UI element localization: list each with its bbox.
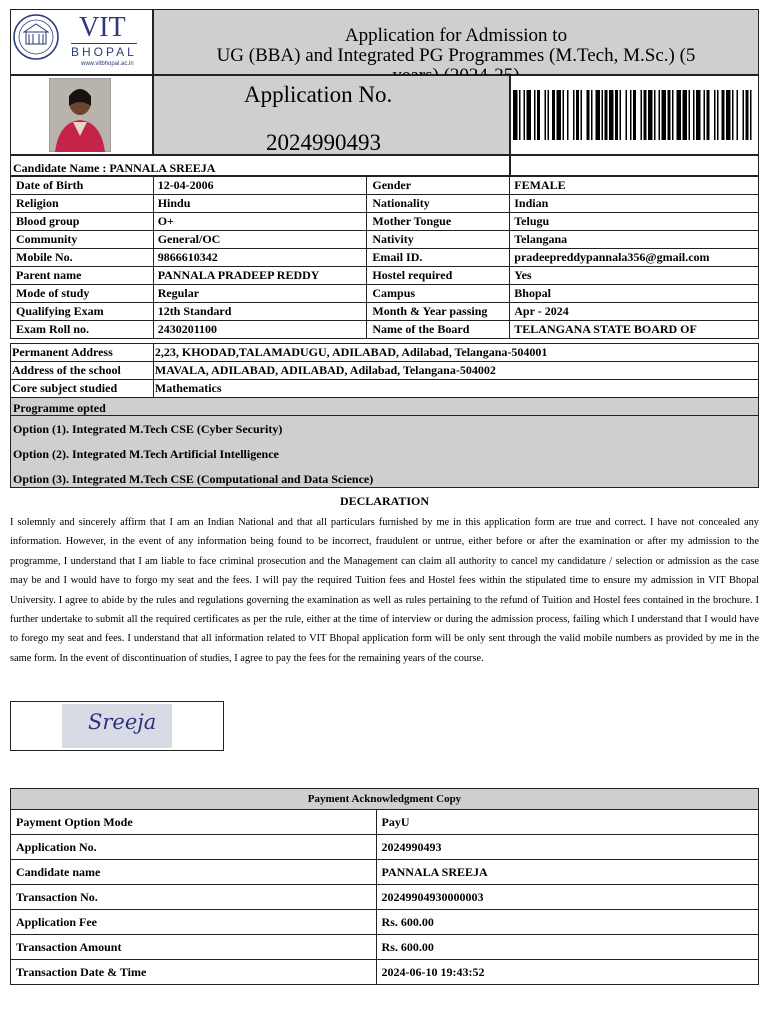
detail-label: Mode of study — [11, 285, 154, 303]
address-row — [11, 362, 759, 380]
barcode-bar — [620, 90, 622, 140]
barcode-bar — [722, 90, 725, 140]
barcode-bar — [615, 90, 618, 140]
detail-label: Community — [11, 231, 154, 249]
barcode-bar — [732, 90, 734, 140]
barcode-bar — [677, 90, 682, 140]
barcode-bar — [746, 90, 749, 140]
application-number-cell — [153, 75, 510, 155]
barcode-bar — [696, 90, 701, 140]
declaration-text: I solemnly and sincerely affirm that I am an Indian National and that all particulars furnished by me in this application form are true and correct. I have not concealed any information. However, in the event of any information being found to be incorrect, fraudulent or untrue, either before or after the examination or after my admission to the programme, I understand that I am liable to face criminal prosecution and the Management can claim all authority to cancel my candidature / selection or admission as the case may be and I would have to forgo my seat and the fees. I will pay the required Tuition fees and Hostel fees within the stipulated time to ensure my admission in VIT Bhopal University. I agree to abide by the rules and regulations governing the examination as well as rules pertaining to the refund of Tuition and Hostel fees contained in the brochure. I further undertake to submit all the required certificates as per the rule, either at the time of interview or during the admission process, failing which I understand that I would have to forego my seat and fees. I understand that all information related to VIT Bhopal application form will be only sent through the valid mobile numbers as provided by me in the same form. In the event of discontinuation of studies, I agree to pay the fees for the remaining years of the course. — [10, 517, 759, 664]
barcode-bar — [576, 90, 579, 140]
barcode-bar — [563, 90, 565, 140]
candidate-photo — [49, 78, 111, 152]
signature-box — [10, 701, 224, 751]
programme-option-2: Option (2). Integrated M.Tech Artificial Intelligence — [13, 447, 279, 461]
payment-value: PayU — [376, 810, 758, 835]
details-row — [11, 195, 759, 213]
detail-label: Mobile No. — [11, 249, 154, 267]
details-row — [11, 321, 759, 339]
barcode-bar — [596, 90, 601, 140]
barcode-bar — [519, 90, 521, 140]
barcode-bar — [557, 90, 562, 140]
barcode-bar — [668, 90, 671, 140]
detail-label: Hostel required — [367, 267, 510, 285]
detail-label: Parent name — [11, 267, 154, 285]
form-title — [153, 9, 759, 75]
barcode-bar — [689, 90, 691, 140]
barcode-cell — [510, 75, 759, 155]
programme-option-1: Option (1). Integrated M.Tech CSE (Cyber Security) — [13, 422, 283, 436]
logo-text: VIT — [79, 12, 126, 43]
detail-value: Yes — [510, 267, 759, 285]
payment-label: Payment Option Mode — [11, 810, 377, 835]
detail-value: TELANGANA STATE BOARD OF — [510, 321, 759, 339]
barcode-bar — [513, 90, 518, 140]
address-label: Permanent Address — [11, 344, 154, 362]
barcode-bar — [534, 90, 536, 140]
payment-title: Payment Acknowledgment Copy — [11, 789, 759, 810]
details-row — [11, 285, 759, 303]
payment-row — [11, 910, 759, 935]
barcode-bar — [633, 90, 636, 140]
barcode-bar — [654, 90, 656, 140]
barcode-bar — [548, 90, 550, 140]
barcode-bar — [750, 90, 752, 140]
barcode-bar — [707, 90, 710, 140]
vit-logo-cell — [10, 9, 153, 75]
barcode-bar — [605, 90, 608, 140]
detail-value: 2430201100 — [153, 321, 367, 339]
programme-divider — [11, 415, 758, 416]
detail-label: Name of the Board — [367, 321, 510, 339]
programme-section — [10, 397, 759, 488]
barcode-bar — [537, 90, 540, 140]
payment-label: Transaction Amount — [11, 935, 377, 960]
payment-label: Transaction Date & Time — [11, 960, 377, 985]
detail-label: Nationality — [367, 195, 510, 213]
payment-row — [11, 960, 759, 985]
detail-label: Religion — [11, 195, 154, 213]
barcode-bar — [641, 90, 643, 140]
logo-subtext: BHOPAL — [71, 45, 137, 59]
payment-label: Application No. — [11, 835, 377, 860]
signature-text: Sreeja — [88, 710, 157, 734]
payment-value: Rs. 600.00 — [376, 910, 758, 935]
detail-label: Date of Birth — [11, 177, 154, 195]
barcode-bar — [527, 90, 532, 140]
detail-label: Campus — [367, 285, 510, 303]
barcode-bar — [662, 90, 667, 140]
detail-label: Month & Year passing — [367, 303, 510, 321]
payment-value: 2024990493 — [376, 835, 758, 860]
barcode-bar — [717, 90, 719, 140]
detail-value: 12th Standard — [153, 303, 367, 321]
details-row — [11, 177, 759, 195]
title-line-1: Application for Admission to — [344, 25, 568, 46]
detail-value: 9866610342 — [153, 249, 367, 267]
barcode-bar — [737, 90, 739, 140]
candidate-details-table — [10, 176, 759, 339]
detail-label: Nativity — [367, 231, 510, 249]
details-row — [11, 249, 759, 267]
barcode-bar — [726, 90, 731, 140]
barcode-bar — [524, 90, 526, 140]
payment-row — [11, 935, 759, 960]
detail-label: Exam Roll no. — [11, 321, 154, 339]
detail-value: General/OC — [153, 231, 367, 249]
barcode-bar — [602, 90, 604, 140]
payment-row — [11, 810, 759, 835]
detail-label: Gender — [367, 177, 510, 195]
candidate-name-row: Candidate Name : PANNALA SREEJA — [10, 155, 510, 176]
barcode-bar — [609, 90, 614, 140]
address-value: Mathematics — [153, 380, 758, 398]
detail-value: Telugu — [510, 213, 759, 231]
payment-value: 20249904930000003 — [376, 885, 758, 910]
programme-option-3: Option (3). Integrated M.Tech CSE (Computational and Data Science) — [13, 472, 374, 486]
detail-value: Bhopal — [510, 285, 759, 303]
payment-acknowledgment-table — [10, 788, 759, 985]
details-row — [11, 303, 759, 321]
detail-value: O+ — [153, 213, 367, 231]
barcode-bar — [587, 90, 590, 140]
payment-value: Rs. 600.00 — [376, 935, 758, 960]
payment-label: Application Fee — [11, 910, 377, 935]
address-row — [11, 344, 759, 362]
address-label: Core subject studied — [11, 380, 154, 398]
detail-value: PANNALA PRADEEP REDDY — [153, 267, 367, 285]
signature-image — [62, 704, 172, 748]
detail-value: pradeepreddypannala356@gmail.com — [510, 249, 759, 267]
detail-value: Regular — [153, 285, 367, 303]
barcode-bar — [714, 90, 716, 140]
detail-value: Telangana — [510, 231, 759, 249]
barcode-bar — [683, 90, 688, 140]
address-row — [11, 380, 759, 398]
barcode-bar — [626, 90, 628, 140]
detail-label: Blood group — [11, 213, 154, 231]
address-table — [10, 343, 759, 398]
payment-row — [11, 885, 759, 910]
barcode-bar — [591, 90, 593, 140]
candidate-name-empty-cell — [510, 155, 759, 176]
detail-label: Qualifying Exam — [11, 303, 154, 321]
barcode-bar — [693, 90, 695, 140]
title-line-2: UG (BBA) and Integrated PG Programmes (M.Tech, M.Sc.) (5 — [216, 45, 696, 66]
barcode-bar — [743, 90, 745, 140]
application-number-value: 2024990493 — [266, 130, 381, 155]
detail-value: Apr - 2024 — [510, 303, 759, 321]
declaration-title: DECLARATION — [339, 494, 430, 508]
detail-value: Hindu — [153, 195, 367, 213]
programme-heading: Programme opted — [13, 401, 106, 415]
barcode-bar — [545, 90, 547, 140]
barcode-bar — [672, 90, 674, 140]
barcode-bar — [644, 90, 647, 140]
barcode-bar — [581, 90, 583, 140]
payment-label: Candidate name — [11, 860, 377, 885]
barcode-bar — [573, 90, 575, 140]
detail-label: Mother Tongue — [367, 213, 510, 231]
barcode-bar — [648, 90, 653, 140]
barcode-bar — [704, 90, 706, 140]
address-value: MAVALA, ADILABAD, ADILABAD, Adilabad, Telangana-504002 — [153, 362, 758, 380]
logo-url: www.vitbhopal.ac.in — [81, 61, 134, 67]
application-number-label: Application No. — [244, 82, 393, 107]
detail-value: FEMALE — [510, 177, 759, 195]
address-label: Address of the school — [11, 362, 154, 380]
details-row — [11, 267, 759, 285]
barcode-icon — [511, 76, 758, 154]
payment-row — [11, 835, 759, 860]
detail-label: Email ID. — [367, 249, 510, 267]
address-value: 2,23, KHODAD,TALAMADUGU, ADILABAD, Adilabad, Telangana-504001 — [153, 344, 758, 362]
details-row — [11, 213, 759, 231]
barcode-bar — [630, 90, 632, 140]
photo-cell — [10, 75, 153, 155]
details-row — [11, 231, 759, 249]
payment-value: 2024-06-10 19:43:52 — [376, 960, 758, 985]
detail-value: 12-04-2006 — [153, 177, 367, 195]
barcode-bar — [567, 90, 569, 140]
payment-row — [11, 860, 759, 885]
payment-value: PANNALA SREEJA — [376, 860, 758, 885]
barcode-bar — [659, 90, 661, 140]
payment-label: Transaction No. — [11, 885, 377, 910]
barcode-bar — [552, 90, 555, 140]
detail-value: Indian — [510, 195, 759, 213]
